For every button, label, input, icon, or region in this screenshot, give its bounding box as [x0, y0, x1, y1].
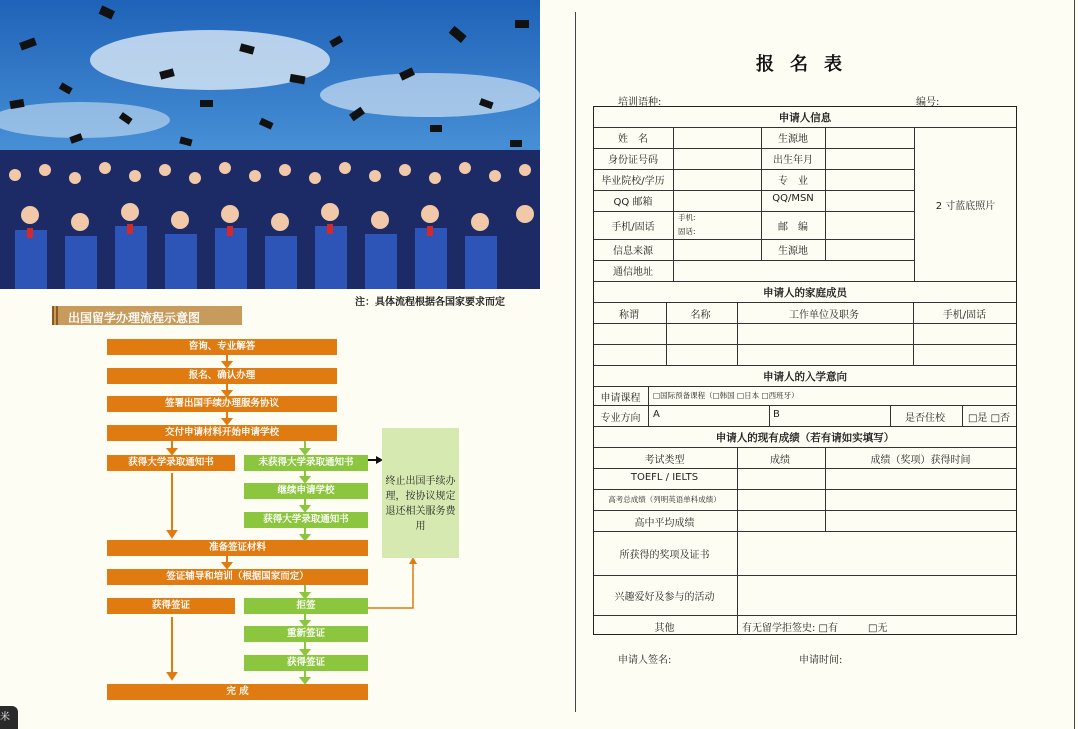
flow-step-visa-granted: 获得签证	[107, 598, 235, 614]
label-phone: 手机/固话	[611, 222, 655, 233]
label-apply-course: 申请课程	[600, 393, 641, 404]
section-family: 申请人的家庭成员	[763, 287, 847, 299]
label-major: 专 业	[778, 176, 808, 187]
section-applicant-info: 申请人信息	[778, 112, 832, 124]
flow-step-submit-materials: 交付申请材料开始申请学校	[107, 425, 337, 441]
process-note: 注：具体流程根据各国家要求而定	[355, 297, 505, 308]
flow-step-visa-prep: 准备签证材料	[107, 540, 368, 556]
visa-history[interactable]: 有无留学拒签史: □有 □无	[742, 623, 888, 634]
label-origin-2: 生源地	[778, 246, 808, 257]
number-label: 编号:	[916, 97, 940, 108]
label-mobile-sub: 手机:	[678, 213, 696, 222]
label-qq-msn: QQ/MSN	[772, 193, 814, 204]
flow-step-continue-apply: 继续申请学校	[244, 483, 368, 499]
flow-step-sign-agreement: 签署出国手续办理服务协议	[107, 396, 337, 412]
label-origin: 生源地	[778, 134, 808, 145]
course-options[interactable]: □国际预备课程（□韩国 □日本 □西班牙）	[653, 391, 799, 400]
label-id-number: 身份证号码	[608, 155, 658, 166]
label-school: 毕业院校/学历	[601, 176, 665, 187]
photo-placeholder: 2 寸蓝底照片	[935, 201, 996, 212]
option-b[interactable]: B	[773, 409, 780, 420]
flow-step-visa-granted-2: 获得签证	[244, 655, 368, 671]
corner-tab[interactable]: 米	[0, 706, 18, 729]
label-other: 其他	[654, 623, 675, 634]
label-score: 成绩	[770, 455, 790, 466]
label-toefl-ielts: TOEFL / IELTS	[630, 472, 699, 483]
label-address: 通信地址	[613, 267, 653, 278]
page-right-edge	[1074, 0, 1075, 729]
label-info-source: 信息来源	[613, 246, 653, 257]
flow-title: 出国留学办理流程示意图	[68, 311, 201, 325]
page-divider	[575, 12, 576, 712]
label-qq-email: QQ 邮箱	[613, 197, 653, 208]
label-birth-date: 出生年月	[773, 155, 813, 166]
flow-step-complete: 完 成	[107, 684, 368, 700]
label-awards: 所获得的奖项及证书	[619, 550, 710, 561]
flow-step-not-admitted: 未获得大学录取通知书	[244, 455, 368, 471]
label-exam-type: 考试类型	[644, 455, 685, 466]
label-relation: 称谓	[619, 310, 639, 321]
label-zip: 邮 编	[778, 222, 808, 233]
flow-step-visa-refused: 拒签	[244, 598, 368, 614]
signature-label: 申请人签名:	[618, 655, 672, 666]
course-label: 培训语种:	[618, 97, 662, 108]
option-a[interactable]: A	[653, 409, 660, 420]
flow-step-admitted: 获得大学录取通知书	[107, 455, 235, 471]
form-title: 报名表	[756, 54, 858, 75]
label-name: 姓 名	[618, 134, 648, 145]
boarding-yes-no[interactable]: □是 □否	[967, 413, 1011, 424]
label-family-phone: 手机/固话	[942, 310, 987, 321]
label-gaokao: 高考总成绩（列明英语单科成绩）	[608, 495, 721, 504]
flow-step-register: 报名、确认办理	[107, 368, 337, 384]
section-scores: 申请人的现有成绩（若有请如实填写）	[715, 432, 895, 444]
section-intent: 申请人的入学意向	[763, 371, 847, 383]
label-boarding: 是否住校	[905, 413, 945, 424]
label-workplace: 工作单位及职务	[789, 310, 859, 321]
label-score-time: 成绩（奖项）获得时间	[870, 455, 971, 466]
flow-step-admitted-2: 获得大学录取通知书	[244, 512, 368, 528]
flow-step-reapply-visa: 重新签证	[244, 626, 368, 642]
label-major-direction: 专业方向	[600, 413, 641, 424]
flow-step-visa-training: 签证辅导和培训（根据国家而定）	[107, 569, 368, 585]
label-hobbies: 兴趣爱好及参与的活动	[614, 592, 715, 603]
flow-step-consult: 咨询、专业解答	[107, 339, 337, 355]
apply-time-label: 申请时间:	[799, 655, 843, 666]
label-family-name: 名称	[690, 310, 711, 321]
label-tel-sub: 固话:	[678, 227, 696, 236]
flow-terminate-box: 终止出国手续办理，按协议规定退还相关服务费用	[382, 428, 459, 558]
label-gpa: 高中平均成绩	[634, 518, 695, 529]
